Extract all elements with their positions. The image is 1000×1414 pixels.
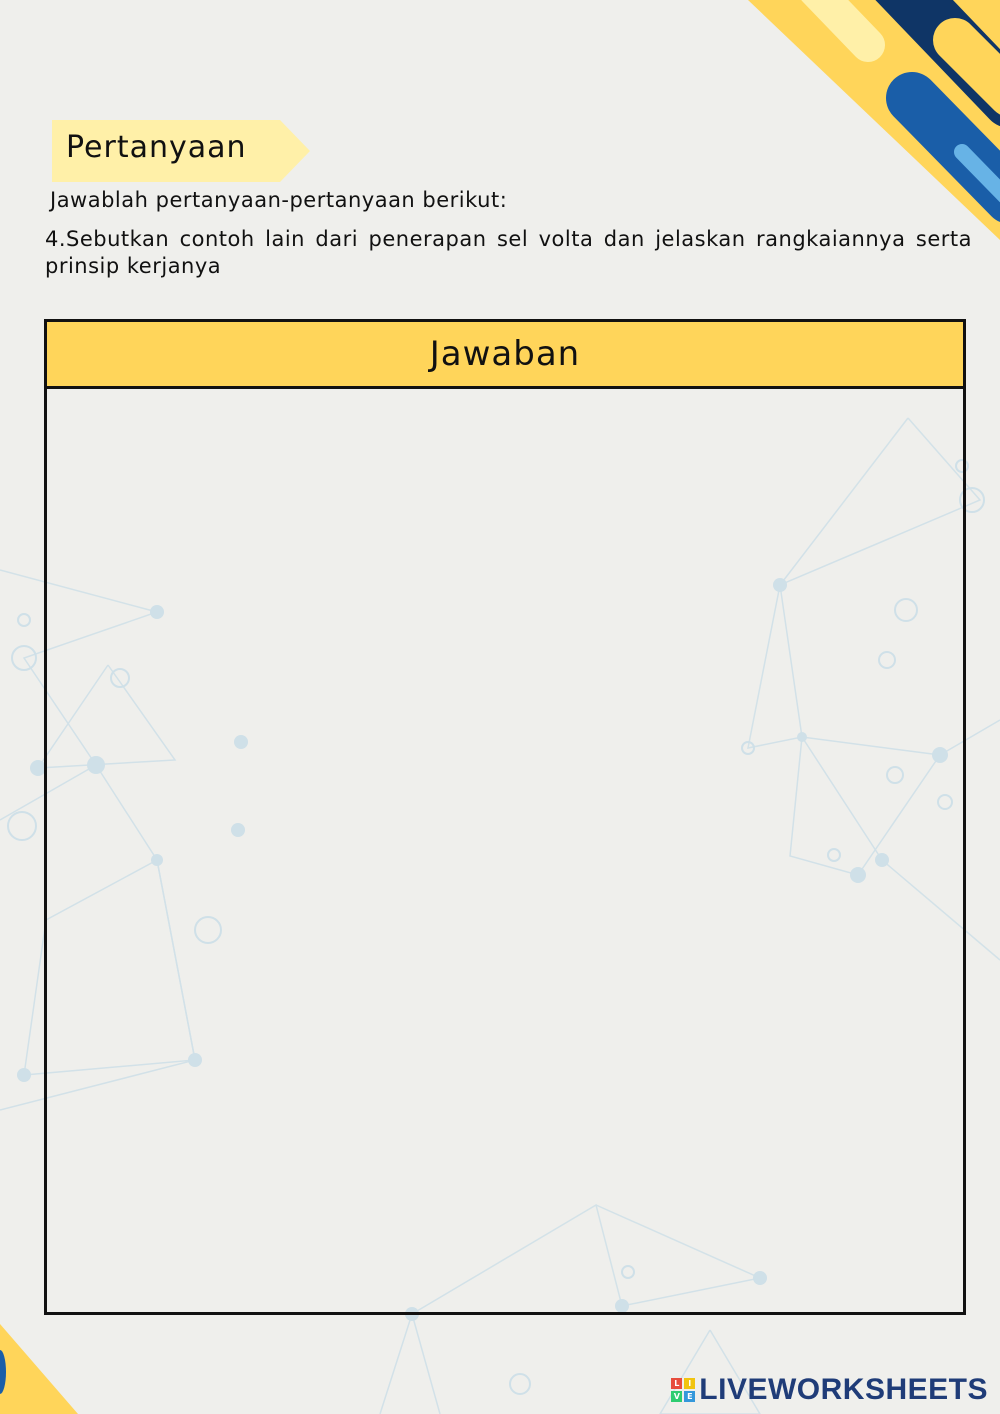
section-title-tag (52, 120, 310, 182)
brand-name: LIVEWORKSHEETS (699, 1373, 988, 1406)
liveworksheets-logo-icon (671, 1378, 695, 1402)
question-text: 4.Sebutkan contoh lain dari penerapan sel volta dan jelaskan rangkaiannya serta prinsip kerjanya (45, 227, 972, 278)
logo-letter-e: E (684, 1391, 695, 1402)
liveworksheets-brand (671, 1374, 988, 1406)
answer-header: Jawaban (47, 322, 963, 389)
logo-letter-l: L (671, 1378, 682, 1389)
instruction-text: Jawablah pertanyaan-pertanyaan berikut: (50, 188, 508, 212)
bottom-corner-decoration (0, 1324, 80, 1414)
answer-box (44, 319, 966, 1315)
logo-letter-v: V (671, 1391, 682, 1402)
logo-letter-i: I (684, 1378, 695, 1389)
corner-stripes-decoration (740, 0, 1000, 240)
answer-input-area[interactable] (47, 389, 963, 1312)
section-title: Pertanyaan (66, 130, 247, 165)
